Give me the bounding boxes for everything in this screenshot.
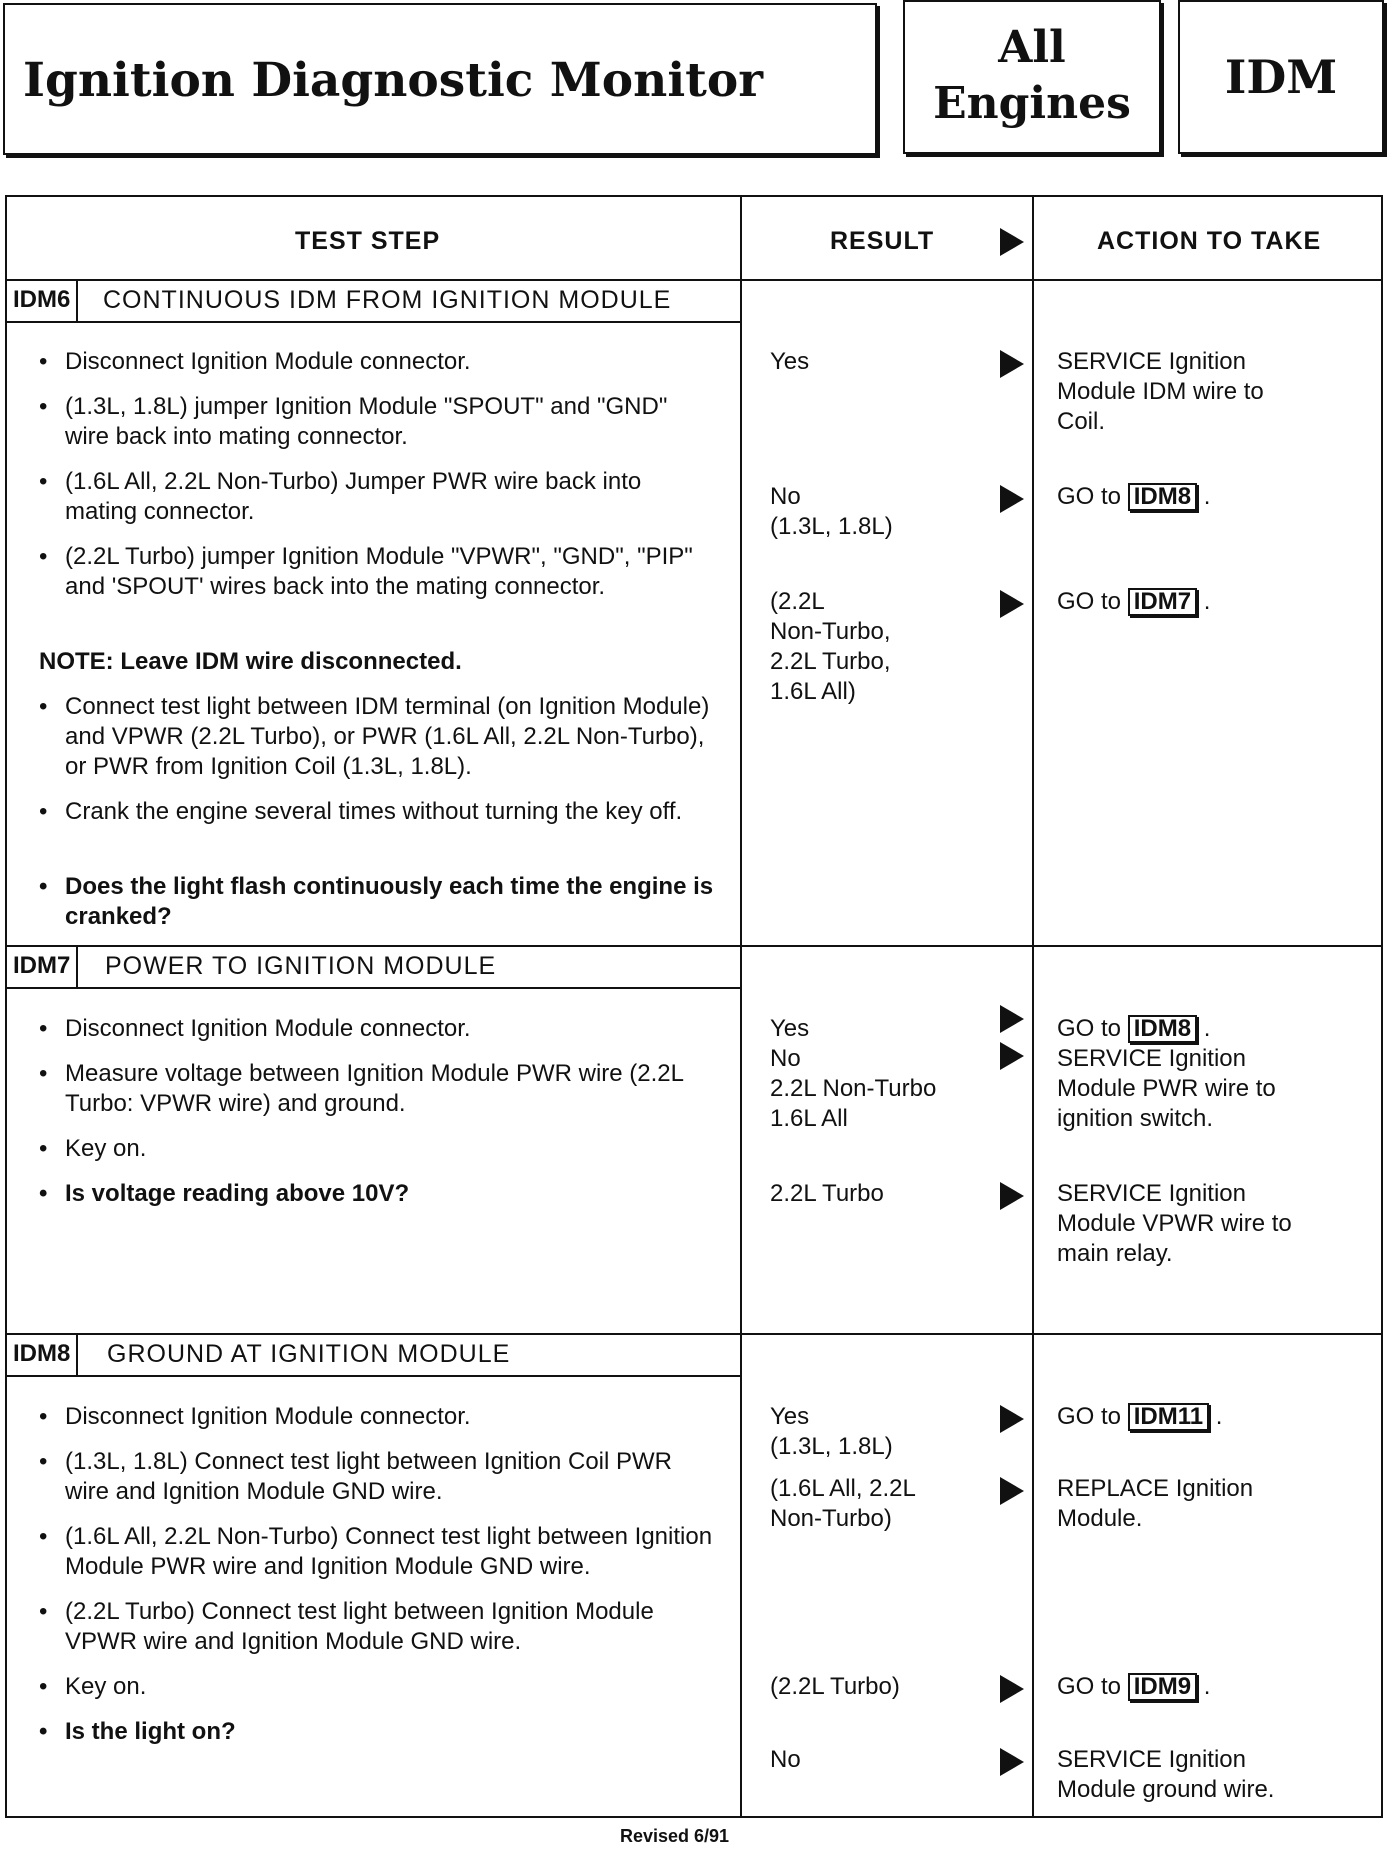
test-step: • (1.6L All, 2.2L Non-Turbo) Jumper PWR wire back into mating connector. — [27, 467, 717, 527]
test-step: • (2.2L Turbo) jumper Ignition Module "VPWR", "GND", "PIP" and 'SPOUT' wires back into the mating connector. — [27, 542, 717, 602]
section-code: IDM — [1224, 50, 1338, 104]
column-header-result: RESULT — [830, 227, 935, 255]
arrow-icon — [1000, 1675, 1024, 1703]
result: Yes — [770, 1015, 810, 1042]
test-step-question: • Is voltage reading above 10V? — [27, 1179, 717, 1209]
section-id: IDM8 — [7, 1333, 78, 1375]
ref-link-idm8[interactable]: IDM8 — [1128, 483, 1197, 511]
result: (2.2L Non-Turbo, 2.2L Turbo, 1.6L All) — [770, 588, 891, 705]
result: No — [770, 1746, 801, 1773]
section-title: GROUND AT IGNITION MODULE — [107, 1340, 511, 1368]
engines-line-2: Engines — [933, 78, 1131, 129]
go-to-label: GO to — [1057, 1015, 1122, 1042]
result: 2.2L Turbo — [770, 1180, 884, 1207]
ref-link-idm9[interactable]: IDM9 — [1128, 1673, 1197, 1701]
column-divider-2 — [1032, 197, 1034, 1816]
arrow-icon — [1000, 350, 1024, 378]
action: GO to IDM7 . — [1057, 588, 1211, 615]
result: No (1.3L, 1.8L) — [770, 483, 893, 540]
go-to-label: GO to — [1057, 1403, 1122, 1430]
engines-box — [903, 0, 1161, 154]
section-title: POWER TO IGNITION MODULE — [105, 952, 497, 980]
ref-link-idm8[interactable]: IDM8 — [1128, 1015, 1197, 1043]
revision-footer: Revised 6/91 — [620, 1826, 730, 1846]
test-step: • Disconnect Ignition Module connector. — [27, 347, 717, 377]
result: (2.2L Turbo) — [770, 1673, 900, 1700]
engines-line-1: All — [998, 22, 1066, 73]
section-header-idm6 — [7, 279, 740, 323]
ref-link-idm11[interactable]: IDM11 — [1128, 1403, 1209, 1431]
action: SERVICE Ignition Module VPWR wire to main relay. — [1057, 1180, 1292, 1267]
result: Yes — [770, 348, 810, 375]
code-box — [1178, 0, 1384, 154]
column-divider-1 — [740, 197, 742, 1816]
test-step: • (1.6L All, 2.2L Non-Turbo) Connect test light between Ignition Module PWR wire and Ignition Module GND wire. — [27, 1522, 717, 1582]
test-step: • Crank the engine several times without turning the key off. — [27, 797, 717, 827]
note: NOTE: Leave IDM wire disconnected. — [39, 648, 462, 675]
arrow-icon — [1000, 1405, 1024, 1433]
test-step-question: • Does the light flash continuously each time the engine is cranked? — [27, 872, 717, 932]
action: GO to IDM8 . — [1057, 483, 1211, 510]
arrow-icon — [1000, 590, 1024, 618]
test-step: • (1.3L, 1.8L) Connect test light between Ignition Coil PWR wire and Ignition Module GND wire. — [27, 1447, 717, 1507]
arrow-icon — [1000, 1005, 1024, 1033]
arrow-icon — [1000, 1182, 1024, 1210]
action: SERVICE Ignition Module ground wire. — [1057, 1746, 1275, 1803]
action: SERVICE Ignition Module IDM wire to Coil. — [1057, 348, 1264, 435]
section-header-idm8 — [7, 1333, 740, 1377]
column-header-test-step: TEST STEP — [295, 227, 441, 255]
test-step-question: • Is the light on? — [27, 1717, 717, 1747]
section-title: CONTINUOUS IDM FROM IGNITION MODULE — [103, 286, 672, 314]
test-step: • Connect test light between IDM terminal (on Ignition Module) and VPWR (2.2L Turbo), or PWR (1.6L All, 2.2L Non-Turbo), or PWR from Ignition Coil (1.3L, 1.8L). — [27, 692, 717, 782]
result: No 2.2L Non-Turbo 1.6L All — [770, 1045, 937, 1132]
test-step: • (2.2L Turbo) Connect test light between Ignition Module VPWR wire and Ignition Module GND wire. — [27, 1597, 717, 1657]
title-box — [3, 3, 877, 155]
arrow-icon — [1000, 1042, 1024, 1070]
test-step: • Key on. — [27, 1672, 717, 1702]
go-to-label: GO to — [1057, 588, 1122, 615]
action: REPLACE Ignition Module. — [1057, 1475, 1254, 1532]
arrow-icon — [1000, 228, 1024, 256]
section-id: IDM6 — [7, 279, 78, 321]
arrow-icon — [1000, 485, 1024, 513]
test-step: • Disconnect Ignition Module connector. — [27, 1014, 717, 1044]
result: Yes (1.3L, 1.8L) — [770, 1403, 893, 1460]
test-step: • Measure voltage between Ignition Module PWR wire (2.2L Turbo: VPWR wire) and ground. — [27, 1059, 717, 1119]
go-to-label: GO to — [1057, 1673, 1122, 1700]
action: SERVICE Ignition Module PWR wire to ignition switch. — [1057, 1045, 1276, 1132]
page-title: Ignition Diagnostic Monitor — [23, 53, 763, 108]
column-header-action: ACTION TO TAKE — [1097, 227, 1322, 255]
section-header-idm7 — [7, 945, 740, 989]
arrow-icon — [1000, 1748, 1024, 1776]
action: GO to IDM9 . — [1057, 1673, 1211, 1700]
ref-link-idm7[interactable]: IDM7 — [1128, 588, 1197, 616]
go-to-label: GO to — [1057, 483, 1122, 510]
test-step: • Disconnect Ignition Module connector. — [27, 1402, 717, 1432]
section-id: IDM7 — [7, 945, 78, 987]
test-step: • (1.3L, 1.8L) jumper Ignition Module "SPOUT" and "GND" wire back into mating connector. — [27, 392, 717, 452]
arrow-icon — [1000, 1477, 1024, 1505]
action: GO to IDM11 . — [1057, 1403, 1223, 1430]
diagnostic-table — [5, 195, 1383, 1818]
result: (1.6L All, 2.2L Non-Turbo) — [770, 1475, 916, 1532]
action: GO to IDM8 . — [1057, 1015, 1211, 1042]
test-step: • Key on. — [27, 1134, 717, 1164]
